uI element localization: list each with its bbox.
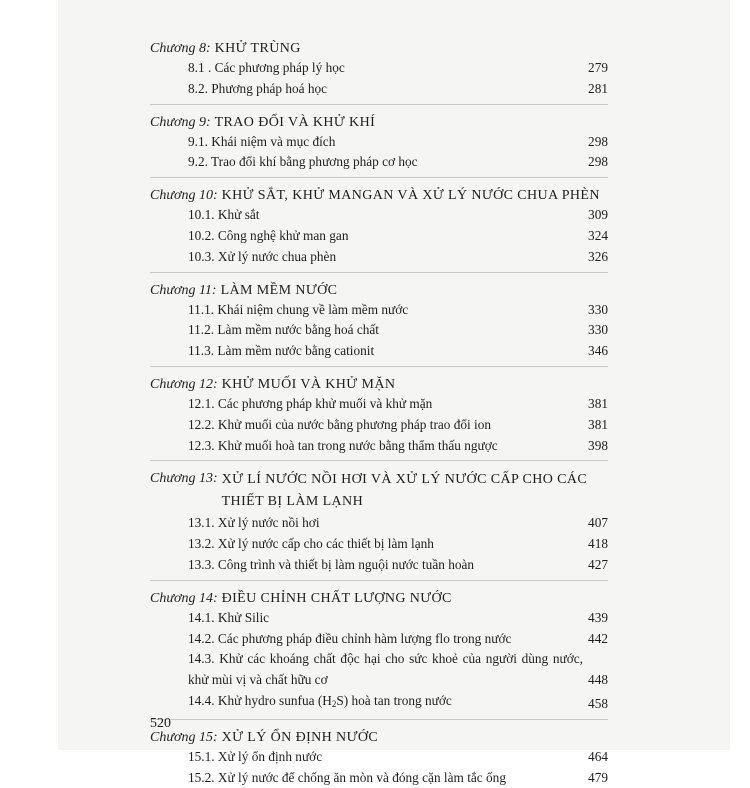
entry-page: 309 [588,207,608,223]
toc-entry [150,649,608,691]
entry-text: 11.2. Làm mềm nước bằng hoá chất [188,322,379,338]
entry-page: 407 [588,515,608,531]
entry-page: 381 [588,395,608,411]
toc-entry [150,205,608,226]
chapter-heading [150,372,608,394]
toc-entry [150,768,608,788]
chapter-title: XỬ LÍ NƯỚC NỒI HƠI VÀ XỬ LÝ NƯỚC CẤP CHO CÁC THIẾT BỊ LÀM LẠNH [221,472,588,510]
toc-entry [150,629,608,650]
chapter-9 [150,110,608,174]
entry-text: 8.2. Phương pháp hoá học [188,80,328,96]
divider [150,272,608,273]
entry-page: 330 [588,301,608,317]
toc-entry [150,415,608,436]
chapter-title: LÀM MỀM NƯỚC [220,282,338,298]
entry-text: 14.2. Các phương pháp điều chỉnh hàm lượng flo trong nước [188,630,512,646]
chapter-label: Chương 12: [150,376,218,392]
toc-entry [150,691,608,715]
entry-text: 14.3. Khử các khoáng chất độc hại cho sức khoẻ của người dùng nước, khử mùi vị và chất hữu cơ [188,651,583,688]
entry-page: 398 [588,437,608,453]
toc-entry [150,513,608,534]
entry-text: 13.3. Công trình và thiết bị làm nguội nước tuần hoàn [188,556,475,572]
chapter-heading [150,36,608,58]
toc-entry [150,79,608,100]
toc-entry [150,534,608,555]
chapter-label: Chương 11: [150,282,217,298]
entry-page: 442 [588,630,608,646]
entry-text: 9.2. Trao đổi khí bằng phương pháp cơ học [188,154,418,170]
chapter-title: TRAO ĐỔI VÀ KHỬ KHÍ [214,114,376,130]
entry-page: 330 [588,322,608,338]
chapter-15 [150,725,608,788]
entry-text: 12.2. Khử muối của nước bằng phương pháp trao đổi ion [188,416,492,432]
entry-text: 13.2. Xử lý nước cấp cho các thiết bị làm lạnh [188,536,434,552]
entry-text: 8.1 . Các phương pháp lý học [188,60,345,75]
entry-page: 346 [588,343,608,359]
toc-entry [150,226,608,247]
entry-text: 10.2. Công nghệ khử man gan [188,227,349,243]
chapter-heading [150,725,608,747]
chapter-heading [150,183,608,205]
chapter-heading [150,466,608,513]
chapter-label: Chương 10: [150,188,218,204]
entry-page: 439 [588,609,608,625]
toc-entry [150,394,608,415]
divider [150,719,608,720]
toc-entry [150,608,608,629]
chapter-title: KHỬ TRÙNG [214,41,301,56]
chapter-title: KHỬ SẮT, KHỬ MANGAN VÀ XỬ LÝ NƯỚC CHUA PHÈN [221,188,600,204]
entry-page: 324 [588,227,608,243]
entry-text: 9.1. Khái niệm và mục đích [188,133,336,149]
entry-text: 13.1. Xử lý nước nồi hơi [188,515,320,531]
toc-entry [150,300,608,321]
entry-text: 15.1. Xử lý ổn định nước [188,748,323,764]
toc-entry [150,58,608,79]
divider [150,177,608,178]
subscript: 2 [331,698,337,709]
divider [150,104,608,105]
entry-page: 326 [588,248,608,264]
toc-entry [150,555,608,576]
entry-page: 298 [588,133,608,149]
toc-entry [150,132,608,153]
entry-page: 458 [588,695,608,711]
entry-text: 10.1. Khử sắt [188,207,260,223]
toc-entry [150,341,608,362]
entry-text: 12.1. Các phương pháp khử muối và khử mặn [188,395,433,411]
entry-text: 14.1. Khử Silic [188,609,270,625]
table-of-contents [150,36,608,788]
entry-text [188,691,452,715]
chapter-13 [150,466,608,575]
chapter-10 [150,183,608,267]
entry-page: 479 [588,769,608,785]
entry-page: 448 [588,672,608,688]
toc-entry [150,436,608,457]
entry-page: 381 [588,416,608,432]
divider [150,580,608,581]
chapter-label: Chương 9: [150,114,211,130]
entry-text-part: S) hoà tan trong nước [336,692,452,708]
chapter-heading [150,586,608,608]
page-number: 520 [150,716,171,731]
entry-text: 11.3. Làm mềm nước bằng cationit [188,343,375,359]
toc-entry [150,320,608,341]
chapter-label: Chương 15: [150,729,218,745]
chapter-label: Chương 8: [150,41,211,56]
entry-text-part: 14.4. Khử hydro sunfua (H [188,692,332,708]
entry-page: 279 [588,60,608,75]
toc-entry [150,247,608,268]
chapter-title: XỬ LÝ ỔN ĐỊNH NƯỚC [221,729,379,745]
chapter-heading [150,278,608,300]
entry-page: 427 [588,556,608,572]
chapter-label: Chương 14: [150,590,218,606]
divider [150,366,608,367]
entry-page: 298 [588,154,608,170]
toc-entry [150,152,608,173]
entry-text: 15.2. Xử lý nước để chống ăn mòn và đóng cặn làm tắc ống [188,769,506,785]
chapter-8 [150,36,608,100]
chapter-heading [150,110,608,132]
entry-page: 464 [588,748,608,764]
chapter-11 [150,278,608,362]
chapter-title: ĐIỀU CHỈNH CHẤT LƯỢNG NƯỚC [221,590,452,606]
divider [150,460,608,461]
chapter-label: Chương 13: [150,471,218,487]
chapter-12 [150,372,608,456]
entry-text: 10.3. Xử lý nước chua phèn [188,248,337,264]
entry-text: 12.3. Khử muối hoà tan trong nước bằng thẩm thấu ngược [188,437,498,453]
entry-text: 11.1. Khái niệm chung về làm mềm nước [188,301,409,317]
entry-page: 281 [588,80,608,96]
chapter-14 [150,586,608,715]
chapter-title: KHỬ MUỐI VÀ KHỬ MẶN [221,376,396,392]
entry-page: 418 [588,536,608,552]
